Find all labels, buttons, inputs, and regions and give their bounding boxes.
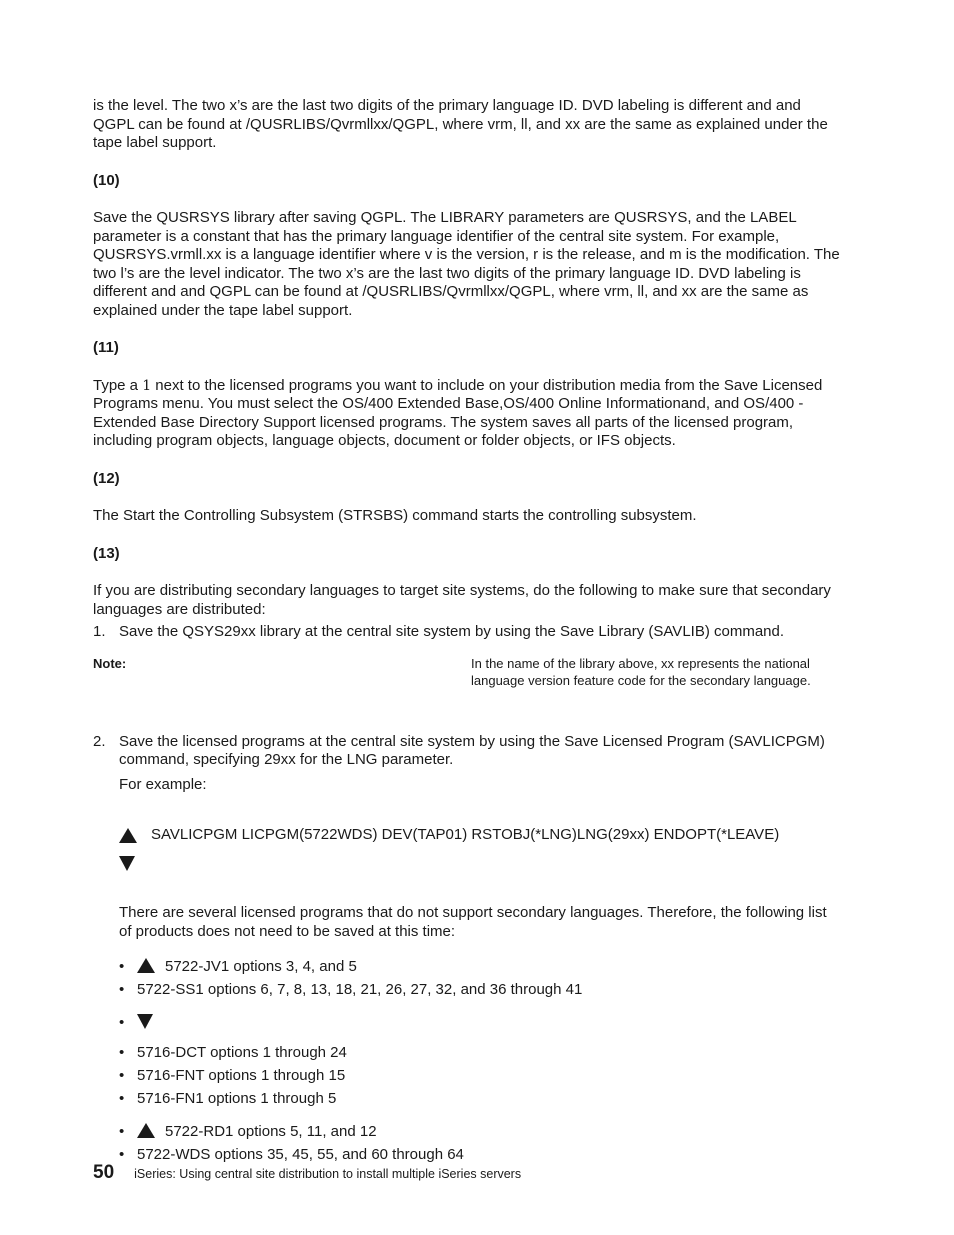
bullet: • — [119, 1043, 125, 1061]
section-text-10: Save the QUSRSYS library after saving QGPL. The LIBRARY parameters are QUSRSYS, and the LABEL parameter is a constant that has the primary language identifier of the central site system. For example, QUSRSYS.vrmll.xx is a language identifier where v is the version, r is the release, and m is the modification. The two l’s are the level indicator. The two x’s are the last two digits of the primary language ID. DVD labeling is different and and QGPL can be found at /QUSRLIBS/Qvrmllxx/QGPL, where vrm, ll, and xx are the same as explained under the tape label support. — [93, 209, 840, 319]
step-item — [93, 623, 843, 642]
example-label: For example: — [119, 775, 207, 793]
triangle-down-icon — [137, 1014, 153, 1029]
section-label-10: (10) — [93, 171, 120, 189]
list-item — [119, 1041, 843, 1064]
unsupported-products-intro: There are several licensed programs that do not support secondary languages. Therefore, the following list of products does not need to be saved at this time: — [119, 904, 827, 940]
list-item — [119, 978, 843, 1001]
note-label: Note: — [93, 655, 127, 671]
section-text-11-mono: 1 — [142, 377, 152, 394]
list-item — [119, 1087, 843, 1110]
section-text-11 — [93, 377, 843, 451]
command-block — [119, 824, 843, 874]
step-number: 2. — [93, 732, 106, 750]
command-text: SAVLICPGM LICPGM(5722WDS) DEV(TAP01) RSTOBJ(*LNG)LNG(29xx) ENDOPT(*LEAVE) — [151, 825, 780, 843]
bullet: • — [119, 1123, 125, 1141]
command-line — [119, 824, 843, 846]
bullet: • — [119, 1066, 125, 1084]
command-end-marker — [119, 852, 843, 874]
note-text: In the name of the library above, xx represents the national language version feature code for the secondary language. — [471, 655, 811, 688]
section-text-11-part2: next to the licensed programs you want to include on your distribution media from the Save Licensed Programs menu. You must select the OS/400 Extended Base,OS/400 Online Informationand, and OS/400 - Extended Base Directory Support licensed programs. The system saves all parts of the licensed program, including program objects, language objects, document or folder objects, or IFS objects. — [93, 376, 823, 449]
product-text: 5722-SS1 options 6, 7, 8, 13, 18, 21, 26, 27, 32, and 36 through 41 — [137, 981, 583, 999]
step-list — [93, 623, 843, 642]
triangle-down-icon — [119, 856, 135, 871]
section-text-13: If you are distributing secondary languages to target site systems, do the following to make sure that secondary languages are distributed: — [93, 582, 831, 618]
note-block — [93, 655, 843, 711]
product-text: 5716-FNT options 1 through 15 — [137, 1066, 346, 1084]
list-item — [119, 1120, 843, 1143]
product-text: 5722-RD1 options 5, 11, and 12 — [165, 1123, 377, 1141]
triangle-up-icon — [137, 1123, 155, 1138]
bullet: • — [119, 1089, 125, 1107]
product-text: 5716-DCT options 1 through 24 — [137, 1043, 347, 1061]
list-item — [119, 1064, 843, 1087]
page-footer — [93, 1162, 521, 1184]
bullet: • — [119, 981, 125, 999]
footer-title: iSeries: Using central site distribution to install multiple iSeries servers — [134, 1167, 522, 1181]
page-number: 50 — [93, 1162, 115, 1183]
section-label-13: (13) — [93, 544, 120, 562]
bullet: • — [119, 1146, 125, 1164]
step-text: Save the QSYS29xx library at the central site system by using the Save Library (SAVLIB) command. — [119, 623, 785, 640]
product-text: 5722-JV1 options 3, 4, and 5 — [165, 958, 357, 975]
triangle-up-icon — [119, 828, 137, 843]
product-text: 5722-WDS options 35, 45, 55, and 60 through 64 — [137, 1146, 464, 1164]
section-label-12: (12) — [93, 469, 120, 487]
bullet: • — [119, 1014, 125, 1032]
page-content — [93, 97, 843, 1167]
section-text-11-part1: Type a — [93, 376, 143, 394]
step-number: 1. — [93, 623, 106, 640]
section-label-11: (11) — [93, 339, 119, 356]
bullet: • — [119, 958, 125, 975]
step-text: Save the licensed programs at the central site system by using the Save Licensed Program (SAVLICPGM) command, specifying 29xx for the LNG parameter. — [119, 732, 825, 768]
product-list — [119, 955, 843, 1167]
section-text-12: The Start the Controlling Subsystem (STRSBS) command starts the controlling subsystem. — [93, 507, 697, 524]
step-list-continued — [93, 733, 843, 1167]
list-item — [119, 1011, 843, 1034]
product-text: 5716-FN1 options 1 through 5 — [137, 1089, 337, 1107]
intro-paragraph: is the level. The two x’s are the last two digits of the primary language ID. DVD labeling is different and and QGPL can be found at /QUSRLIBS/Qvrmllxx/QGPL, where vrm, ll, and xx are the same as explained under the tape label support. — [93, 97, 828, 151]
list-item — [119, 955, 843, 978]
step-item — [93, 733, 843, 1167]
triangle-up-icon — [137, 958, 155, 973]
